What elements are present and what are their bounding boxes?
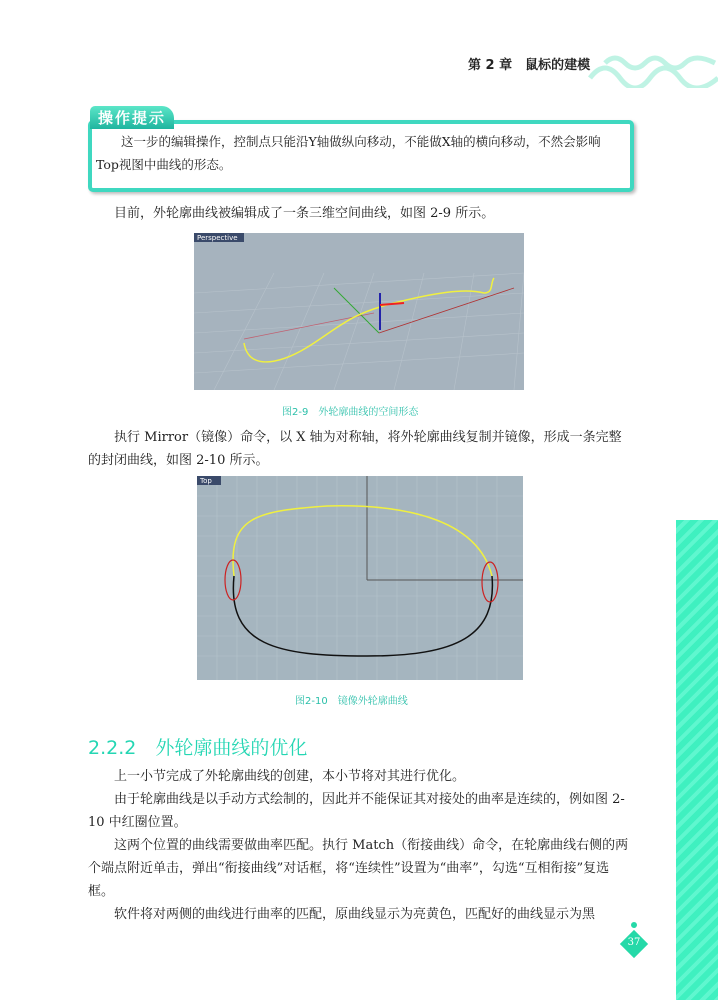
paragraph: 软件将对两侧的曲线进行曲率的匹配，原曲线显示为亮黄色，匹配好的曲线显示为黑 <box>114 907 596 922</box>
chapter-header: 第 2 章 鼠标的建模 <box>468 58 591 73</box>
section-heading: 2.2.2 外轮廓曲线的优化 <box>88 737 308 759</box>
page-number-dot <box>631 922 637 928</box>
figure-top-view <box>197 476 523 680</box>
paragraph: 上一小节完成了外轮廓曲线的创建，本小节将对其进行优化。 <box>114 769 466 784</box>
paragraph: 目前，外轮廓曲线被编辑成了一条三维空间曲线，如图 2-9 所示。 <box>114 206 495 221</box>
viewport-label: Perspective <box>197 234 238 242</box>
figure-caption: 图2-10 镜像外轮廓曲线 <box>295 696 408 707</box>
wave-ornament <box>585 48 718 88</box>
paragraph: 执行 Mirror（镜像）命令，以 X 轴为对称轴，将外轮廓曲线复制并镜像，形成一条完整的封闭曲线，如图 2-10 所示。 <box>88 430 622 468</box>
viewport-label: Top <box>200 477 212 485</box>
side-stripe-decoration <box>676 520 718 1000</box>
figure-perspective-view <box>194 233 524 390</box>
paragraph: 这两个位置的曲线需要做曲率匹配。执行 Match（衔接曲线）命令，在轮廓曲线右侧的两个端点附近单击，弹出“衔接曲线”对话框，将“连续性”设置为“曲率”，勾选“互相衔接”复选框。 <box>88 838 629 899</box>
tip-text: 这一步的编辑操作，控制点只能沿Y轴做纵向移动，不能做X轴的横向移动，不然会影响Top视图中曲线的形态。 <box>96 134 601 172</box>
figure-caption: 图2-9 外轮廓曲线的空间形态 <box>282 407 419 418</box>
tip-label: 操作提示 <box>90 106 174 129</box>
paragraph: 由于轮廓曲线是以手动方式绘制的，因此并不能保证其对接处的曲率是连续的，例如图 2-10 中红圈位置。 <box>88 792 625 830</box>
page-number: 37 <box>627 937 641 948</box>
